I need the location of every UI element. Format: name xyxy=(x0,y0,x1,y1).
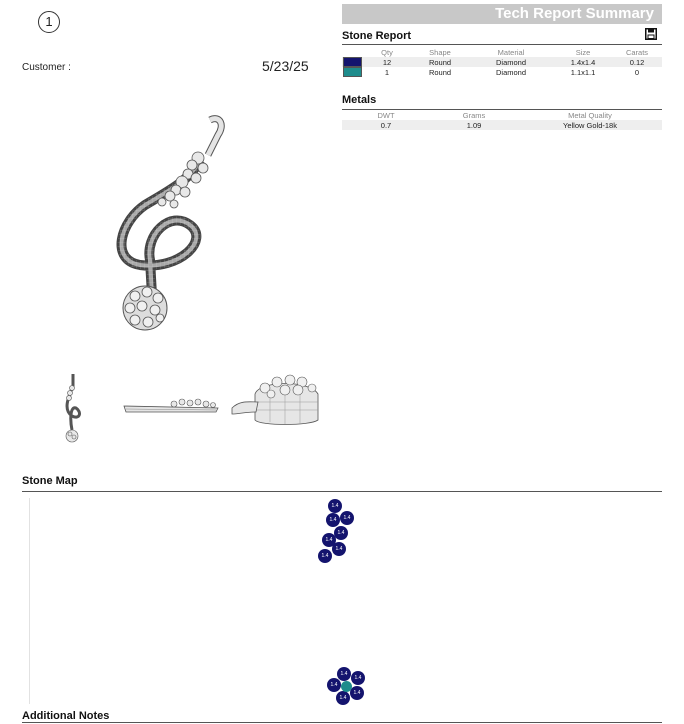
table-row xyxy=(342,67,662,77)
stone-marker: 1.4 xyxy=(327,678,341,692)
additional-notes-divider xyxy=(22,722,662,723)
stone-map-title: Stone Map xyxy=(22,475,78,487)
column-header: Grams xyxy=(462,111,486,120)
stone-marker: 1.4 xyxy=(337,667,351,681)
pendant-side-thumbnail xyxy=(122,392,220,416)
metals-title: Metals xyxy=(342,94,377,106)
size-cell: 1.1x1.1 xyxy=(570,67,596,77)
additional-notes-title: Additional Notes xyxy=(22,710,110,722)
column-header: Qty xyxy=(381,48,393,57)
column-header: Carats xyxy=(625,48,649,57)
pendant-perspective-thumbnail xyxy=(230,372,320,428)
center-stone-marker xyxy=(341,681,352,692)
stone-marker: 1.4 xyxy=(340,511,354,525)
stone-report-divider xyxy=(342,44,662,45)
stone-marker: 1.4 xyxy=(350,686,364,700)
stone-map-frame xyxy=(29,498,30,704)
carats-cell: 0.12 xyxy=(612,57,662,67)
stone-marker: 1.4 xyxy=(332,542,346,556)
metals-table xyxy=(342,111,662,130)
metals-header-row xyxy=(342,111,662,120)
stone-report-title: Stone Report xyxy=(342,30,412,42)
customer-label: Customer : xyxy=(22,62,71,73)
stone-map-divider xyxy=(22,491,662,492)
pendant-render-image xyxy=(100,110,240,340)
shape-cell: Round xyxy=(428,67,452,77)
stone-marker: 1.4 xyxy=(336,691,350,705)
metal-quality-cell: Yellow Gold-18k xyxy=(518,120,662,130)
stone-marker: 1.4 xyxy=(328,499,342,513)
column-header: Shape xyxy=(429,48,451,57)
report-title: Tech Report Summary xyxy=(495,5,654,22)
stone-marker: 1.4 xyxy=(322,533,336,547)
stone-marker: 1.4 xyxy=(326,513,340,527)
shape-cell: Round xyxy=(412,57,468,67)
stone-marker: 1.4 xyxy=(318,549,332,563)
pendant-front-thumbnail xyxy=(58,370,88,448)
carats-cell: 0 xyxy=(634,67,640,77)
save-icon[interactable] xyxy=(645,28,657,40)
stone-marker: 1.4 xyxy=(351,671,365,685)
stone-color-cell xyxy=(342,67,362,77)
column-header: Metal Quality xyxy=(568,111,612,120)
table-row xyxy=(342,57,662,67)
table-row xyxy=(342,120,662,130)
page-number-badge: 1 xyxy=(38,11,60,33)
material-cell: Diamond xyxy=(468,57,554,67)
qty-cell: 1 xyxy=(384,67,390,77)
grams-cell: 1.09 xyxy=(430,120,518,130)
metals-divider xyxy=(342,109,662,110)
stone-color-cell xyxy=(342,57,362,67)
column-header: Size xyxy=(575,48,591,57)
report-date: 5/23/25 xyxy=(262,58,309,74)
stone-color-swatch xyxy=(343,67,362,77)
qty-cell: 12 xyxy=(362,57,412,67)
stone-color-swatch xyxy=(343,57,362,67)
swatch-column-header xyxy=(342,48,362,57)
stone-report-header-row xyxy=(342,48,662,57)
column-header: Material xyxy=(497,48,525,57)
stone-report-table xyxy=(342,48,662,77)
material-cell: Diamond xyxy=(495,67,526,77)
size-cell: 1.4x1.4 xyxy=(554,57,612,67)
report-banner xyxy=(342,4,662,24)
stone-marker: 1.4 xyxy=(334,526,348,540)
dwt-cell: 0.7 xyxy=(342,120,430,130)
column-header: DWT xyxy=(377,111,395,120)
